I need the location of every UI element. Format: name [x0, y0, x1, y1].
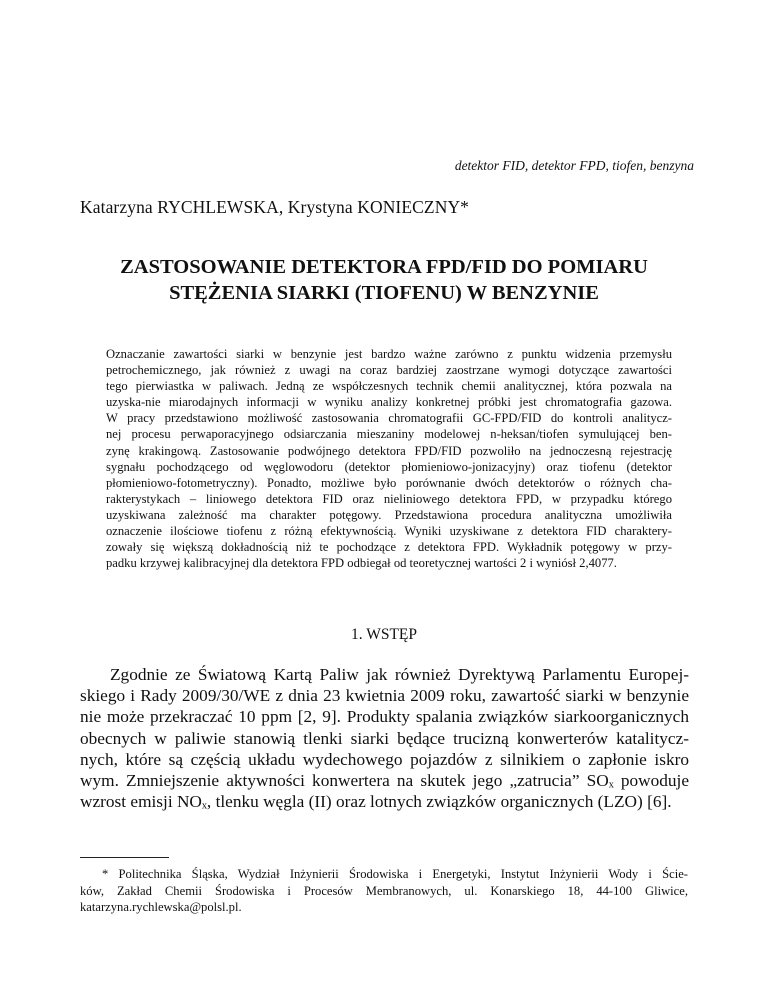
body-line: wzrost emisji NOₓ, tlenku węgla (II) oraz lotnych związków organicznych (LZO) [6].: [80, 792, 672, 812]
abstract-line: W pracy przedstawiono możliwość zastosowania chromatografii GC-FPD/FID do kontroli analitycz-: [106, 411, 672, 426]
abstract-line: zynę krakingową. Zastosowanie podwójnego detektora FPD/FID pozwoliło na jednoczesną rejestrację: [106, 443, 672, 458]
title-line-2: STĘŻENIA SIARKI (TIOFENU) W BENZYNIE: [169, 282, 599, 304]
title-line-1: ZASTOSOWANIE DETEKTORA FPD/FID DO POMIARU: [120, 256, 648, 278]
section-heading: 1. WSTĘP: [350, 626, 418, 643]
abstract: [106, 346, 672, 571]
abstract-line: nej procesu perwaporacyjnego odsiarczania mieszaniny modelowej n-heksan/tiofen symulującej ben-: [106, 427, 672, 442]
body-paragraph: [80, 664, 689, 812]
abstract-line: Oznaczanie zawartości siarki w benzynie jest bardzo ważne zarówno z punktu widzenia przemysłu: [106, 347, 672, 361]
paper-title: [80, 254, 688, 306]
abstract-line: uzyska-nie miarodajnych informacji w wyniku analizy konkretnej próbki jest chromatografia gazowa.: [106, 395, 672, 410]
abstract-line: płomieniowo-fotometryczny). Ponadto, możliwe było porównanie dwóch detektorów o różnych cha-: [106, 475, 672, 490]
abstract-line: oznaczenie ilościowe tiofenu z różną efektywnością. Wyniki uzyskiwane z detektora FID charaktery-: [106, 524, 672, 539]
footnote-line: katarzyna.rychlewska@polsl.pl.: [80, 900, 242, 915]
body-line: wym. Zmniejszenie aktywności konwertera na skutek jego „zatrucia” SOₓ powoduje: [80, 770, 689, 790]
abstract-line: tego pierwiastka w paliwach. Jedną ze współczesnych technik chemii analitycznej, która pozwala na: [106, 379, 672, 394]
body-line: nych, które są częścią układu wydechowego pojazdów z silnikiem o zapłonie iskro: [80, 749, 689, 769]
abstract-line: uzyskiwana zależność ma charakter potęgowy. Przedstawiona procedura analityczna umożliwiła: [106, 507, 672, 522]
footnote-divider: [80, 857, 169, 858]
abstract-line: zowały się większą dokładnością niż te pochodzące z detektora FPD. Wykładnik potęgowy w przy-: [106, 540, 672, 555]
footnote: [80, 866, 688, 916]
body-line: Zgodnie ze Światową Kartą Paliw jak również Dyrektywą Parlamentu Europej-: [110, 665, 689, 684]
body-line: obecnych w paliwie stanowią tlenki siarki będące trucizną konwerterów katalitycz-: [80, 728, 689, 748]
body-line: nie może przekraczać 10 ppm [2, 9]. Produkty spalania związków siarkoorganicznych: [80, 707, 689, 727]
footnote-line: ków, Zakład Chemii Środowiska i Procesów Membranowych, ul. Konarskiego 18, 44-100 Gliwice,: [80, 883, 688, 898]
body-line: skiego i Rady 2009/30/WE z dnia 23 kwietnia 2009 roku, zawartość siarki w benzynie: [80, 686, 689, 706]
footnote-line: * Politechnika Śląska, Wydział Inżynierii Środowiska i Energetyki, Instytut Inżynierii Wody i Ście-: [102, 867, 688, 881]
abstract-line: rakterystykach – liniowego detektora FID oraz nieliniowego detektora FPD, w przypadku którego: [106, 491, 672, 506]
abstract-line: sygnału pochodzącego od węglowodoru (detektor płomieniowo-jonizacyjny) oraz tiofenu (detektor: [106, 459, 672, 474]
abstract-line: padku krzywej kalibracyjnej dla detektora FPD odbiegał od teoretycznej wartości 2 i wyniósł 2,4077.: [106, 556, 617, 571]
abstract-line: petrochemicznego, jak również z uwagi na coraz bardziej zaostrzane wymogi dotyczące zawartości: [106, 363, 672, 378]
keywords: detektor FID, detektor FPD, tiofen, benzyna: [454, 158, 694, 173]
authors: Katarzyna RYCHLEWSKA, Krystyna KONIECZNY*: [80, 197, 470, 217]
